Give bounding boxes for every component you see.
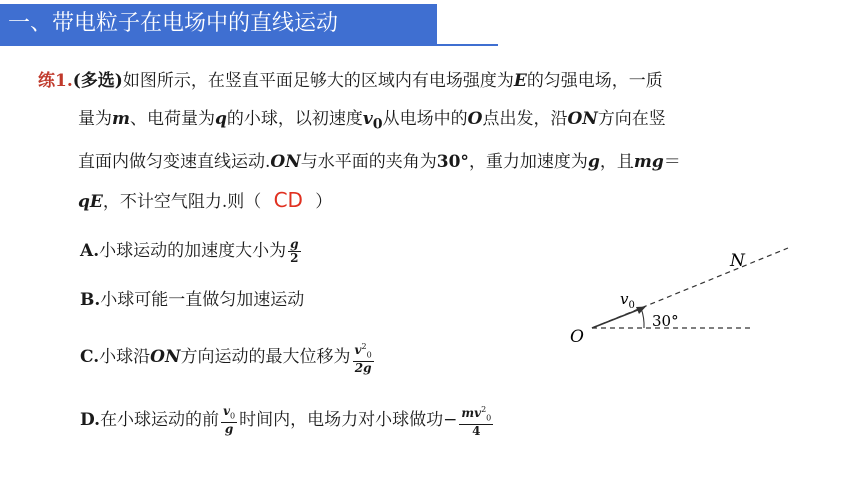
angle-label: 30° <box>652 312 679 330</box>
motion-diagram <box>560 238 800 358</box>
option-a-text: 小球运动的加速度大小为 <box>99 241 287 261</box>
arrow-head-icon <box>636 307 646 315</box>
problem-type: (多选) <box>72 71 123 91</box>
fraction-v0sq-over-2g: $\frac{v^2_0}{2g}$ <box>354 342 372 376</box>
option-b-text: 小球可能一直做匀加速运动 <box>100 290 305 310</box>
section-header-bar <box>0 4 437 44</box>
option-a-label: A. <box>80 241 100 261</box>
fraction-mv0sq-over-4: $\frac{mv^2_0}{4}$ <box>461 405 492 439</box>
velocity-vector <box>592 309 640 328</box>
option-c-label: C. <box>80 347 100 368</box>
fraction-v0-over-g: $\frac{v_0}{g}$ <box>223 404 236 437</box>
section-title: 一、带电粒子在电场中的直线运动 <box>8 11 339 36</box>
problem-text-2: 量为m、电荷量为q的小球，以初速度$v_0$从电场中的O点出发，沿ON方向在竖 <box>78 109 666 133</box>
option-d-label: D. <box>80 410 101 431</box>
velocity-label: $v_0$ <box>620 290 635 311</box>
option-a[interactable] <box>80 236 303 265</box>
problem-text-4: qE，不计空气阻力.则（ <box>78 192 262 213</box>
angle-arc <box>641 308 644 328</box>
header-underline <box>0 44 498 46</box>
fraction-g-over-2: $\frac{g}{2}$ <box>290 237 299 265</box>
option-b[interactable] <box>80 285 304 310</box>
problem-text-3: 直面内做匀变速直线运动.ON与水平面的夹角为30°，重力加速度为g，且mg＝ <box>78 152 681 173</box>
option-b-label: B. <box>80 290 101 310</box>
option-c[interactable]: C.小球沿ON方向运动的最大位移为 $\frac{v^2_0}{2g}$ <box>80 342 372 376</box>
problem-text-1: 如图所示，在竖直平面足够大的区域内有电场强度为E的匀强电场，一质 <box>122 71 663 91</box>
problem-label: 练1. <box>38 71 73 91</box>
option-d[interactable]: D.在小球运动的前 $\frac{v_0}{g}$ 时间内，电场力对小球做功− $\frac{mv^2_0}{4}$ <box>80 404 492 439</box>
point-o-label: O <box>570 327 584 347</box>
answer-text: CD <box>273 188 303 213</box>
problem-statement: 练1.(多选)如图所示，在竖直平面足够大的区域内有电场强度为E的匀强电场，一质 量为m、电荷量为q的小球，以初速度$v_0$从电场中的O点出发，沿ON方向在竖 直面内做匀变速直线运动.ON与水平面的夹角为30°，重力加速度为g，且mg＝ qE，不计空气阻力.则（ CD ） <box>38 62 828 221</box>
point-n-label: N <box>730 251 745 271</box>
